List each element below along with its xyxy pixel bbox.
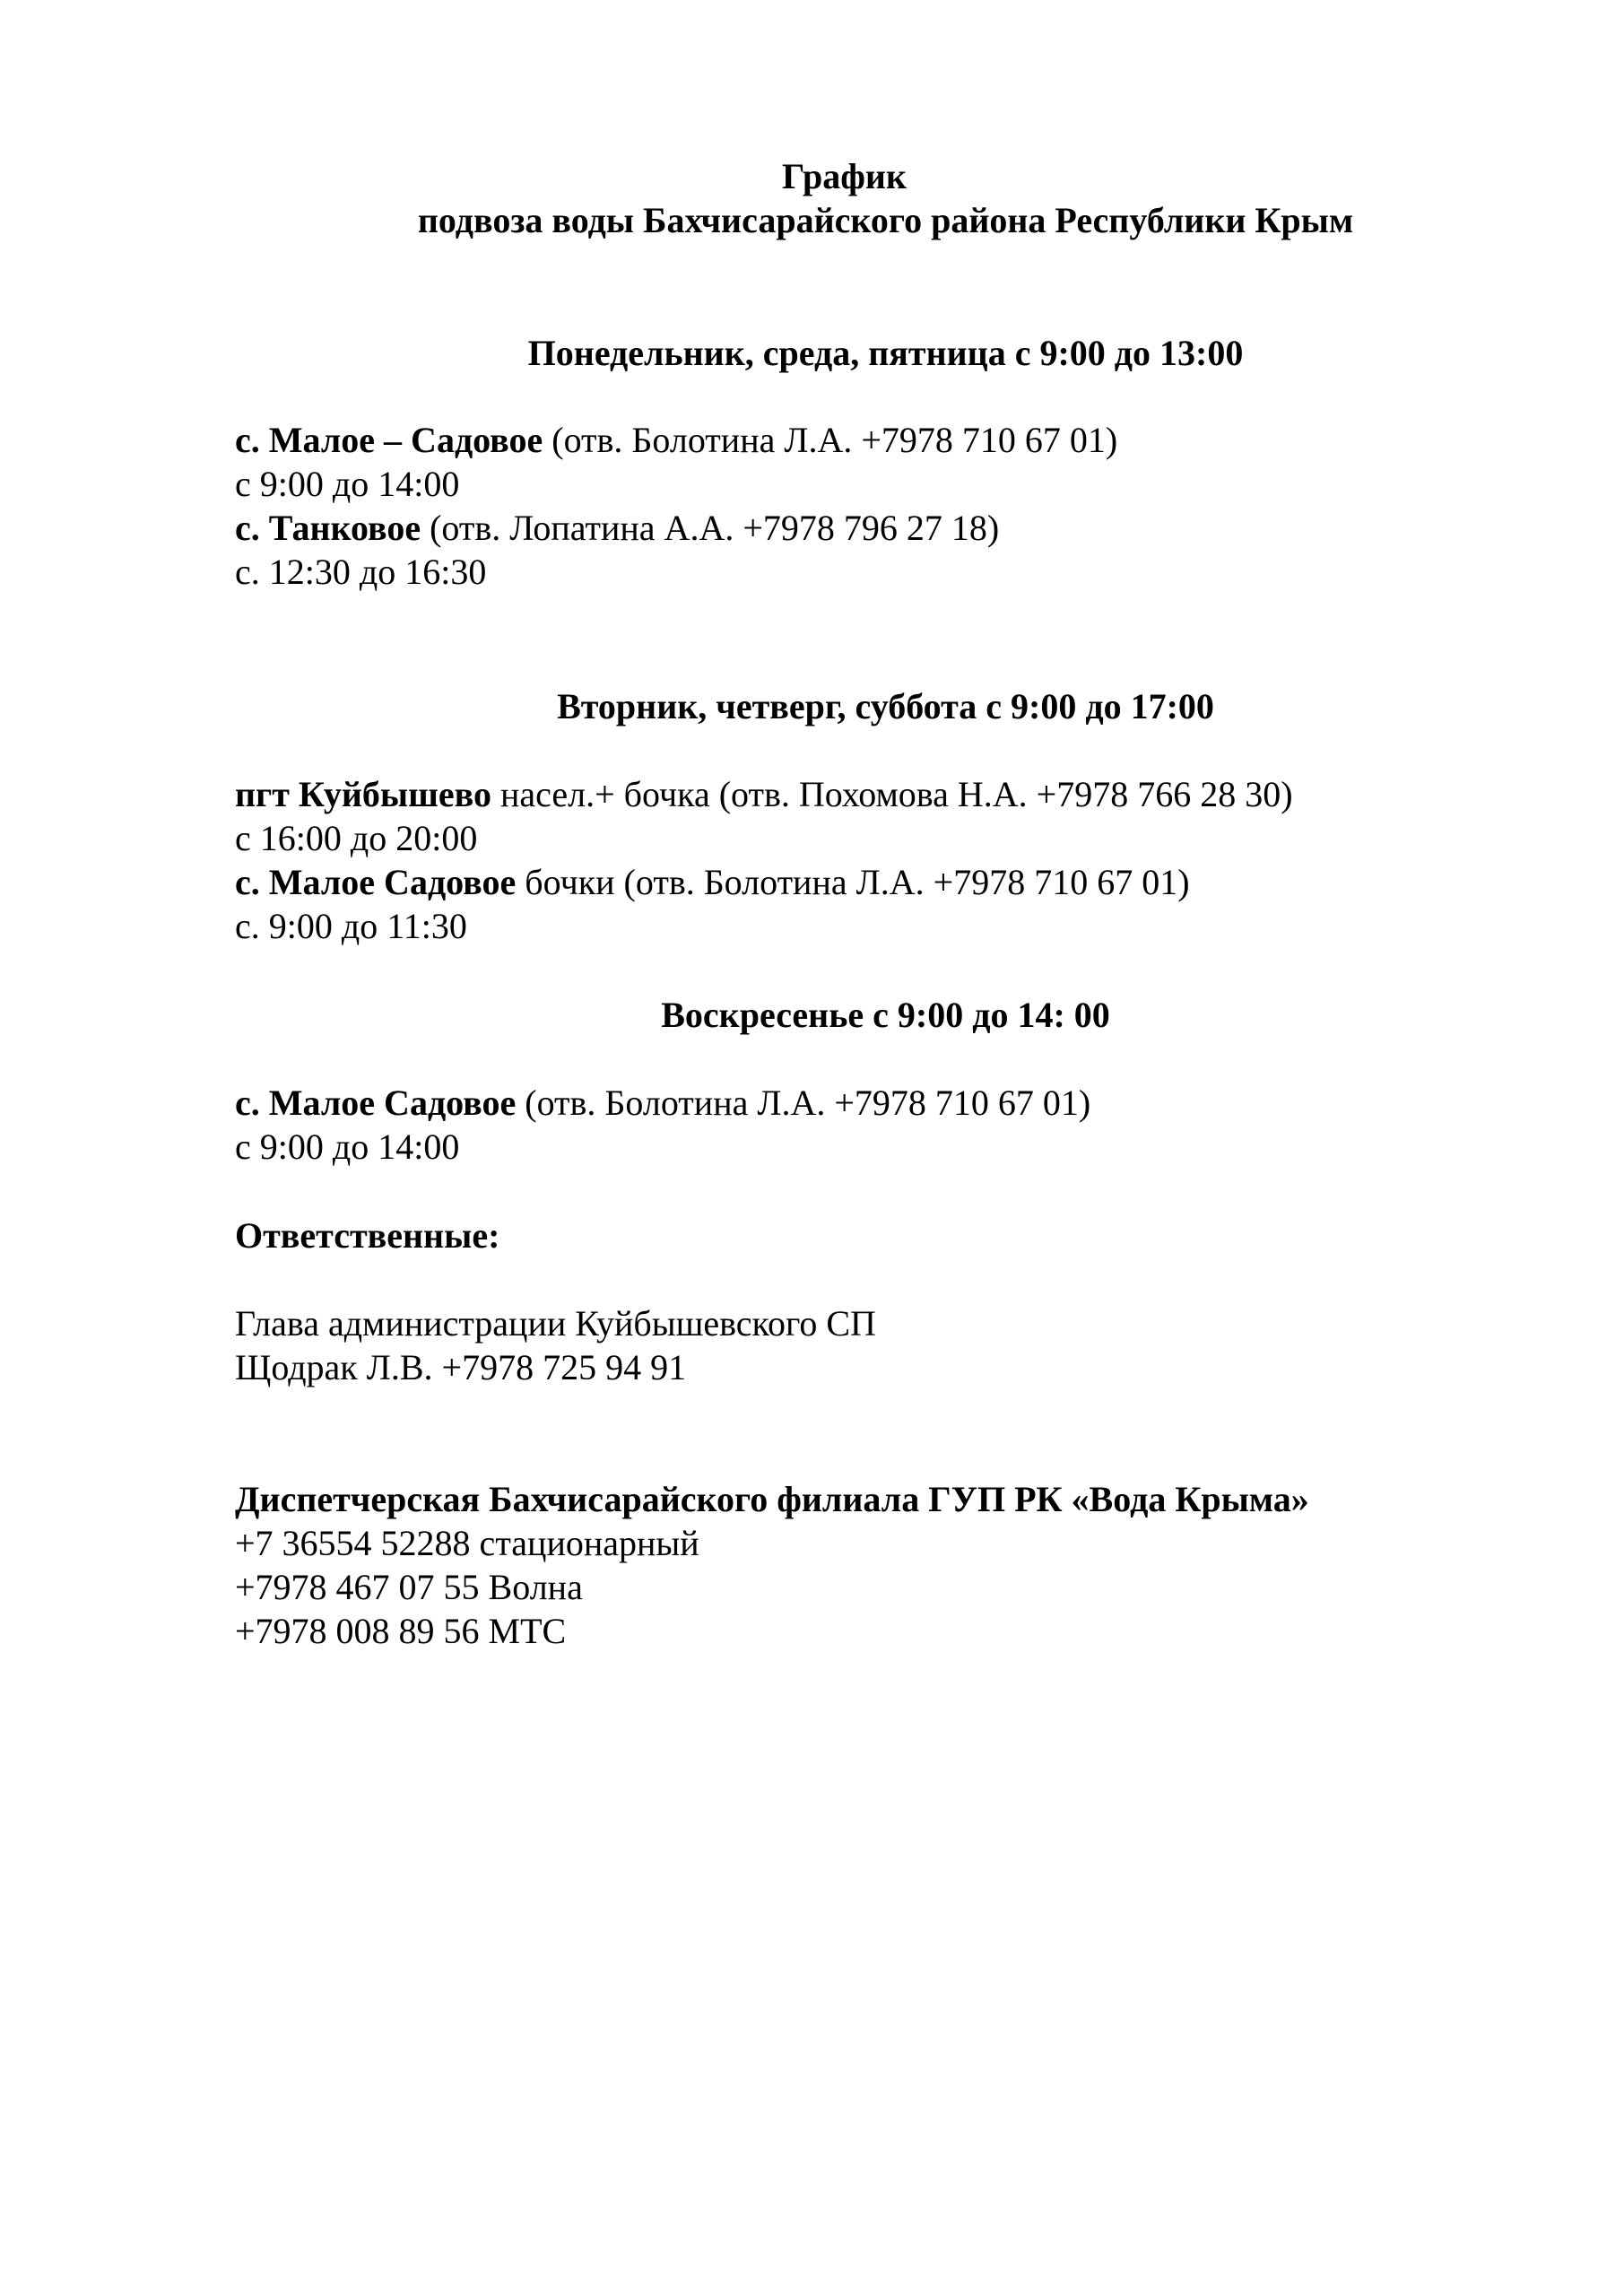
dispatch-phone: +7978 467 07 55 Волна — [235, 1567, 583, 1607]
schedule-entry-place: с. Малое Садовое бочки (отв. Болотина Л.А. +7978 710 67 01) — [235, 862, 1190, 902]
schedule-entry-time: с 9:00 до 14:00 — [235, 1126, 460, 1167]
schedule-entry-time: с 16:00 до 20:00 — [235, 818, 478, 858]
document-title: График — [782, 156, 907, 196]
responsible-position: Глава администрации Куйбышевского СП — [235, 1303, 876, 1344]
schedule-entry-time: с. 9:00 до 11:30 — [235, 906, 467, 946]
dispatch-heading: Диспетчерская Бахчисарайского филиала ГУП РК «Вода Крыма» — [235, 1479, 1309, 1519]
schedule-entry-place: с. Малое – Садовое (отв. Болотина Л.А. +7978 710 67 01) — [235, 420, 1118, 460]
responsible-heading: Ответственные: — [235, 1215, 500, 1256]
schedule-entry-place: с. Малое Садовое (отв. Болотина Л.А. +7978 710 67 01) — [235, 1083, 1091, 1123]
schedule-entry-place: пгт Куйбышево насел.+ бочка (отв. Похомова Н.А. +7978 766 28 30) — [235, 774, 1293, 814]
schedule-entry-time: с. 12:30 до 16:30 — [235, 552, 487, 592]
schedule-entry-place: с. Танковое (отв. Лопатина А.А. +7978 796 27 18) — [235, 508, 1000, 548]
dispatch-phone: +7 36554 52288 стационарный — [235, 1523, 699, 1563]
schedule-heading-mon-wed-fri: Понедельник, среда, пятница с 9:00 до 13:00 — [527, 333, 1244, 373]
responsible-contact: Щодрак Л.В. +7978 725 94 91 — [235, 1347, 687, 1387]
dispatch-phone: +7978 008 89 56 МТС — [235, 1611, 567, 1651]
schedule-entry-time: с 9:00 до 14:00 — [235, 464, 460, 504]
document-subtitle: подвоза воды Бахчисарайского района Республики Крым — [417, 200, 1354, 240]
schedule-heading-sunday: Воскресенье с 9:00 до 14: 00 — [661, 995, 1110, 1035]
schedule-heading-tue-thu-sat: Вторник, четверг, суббота с 9:00 до 17:00 — [557, 686, 1214, 726]
